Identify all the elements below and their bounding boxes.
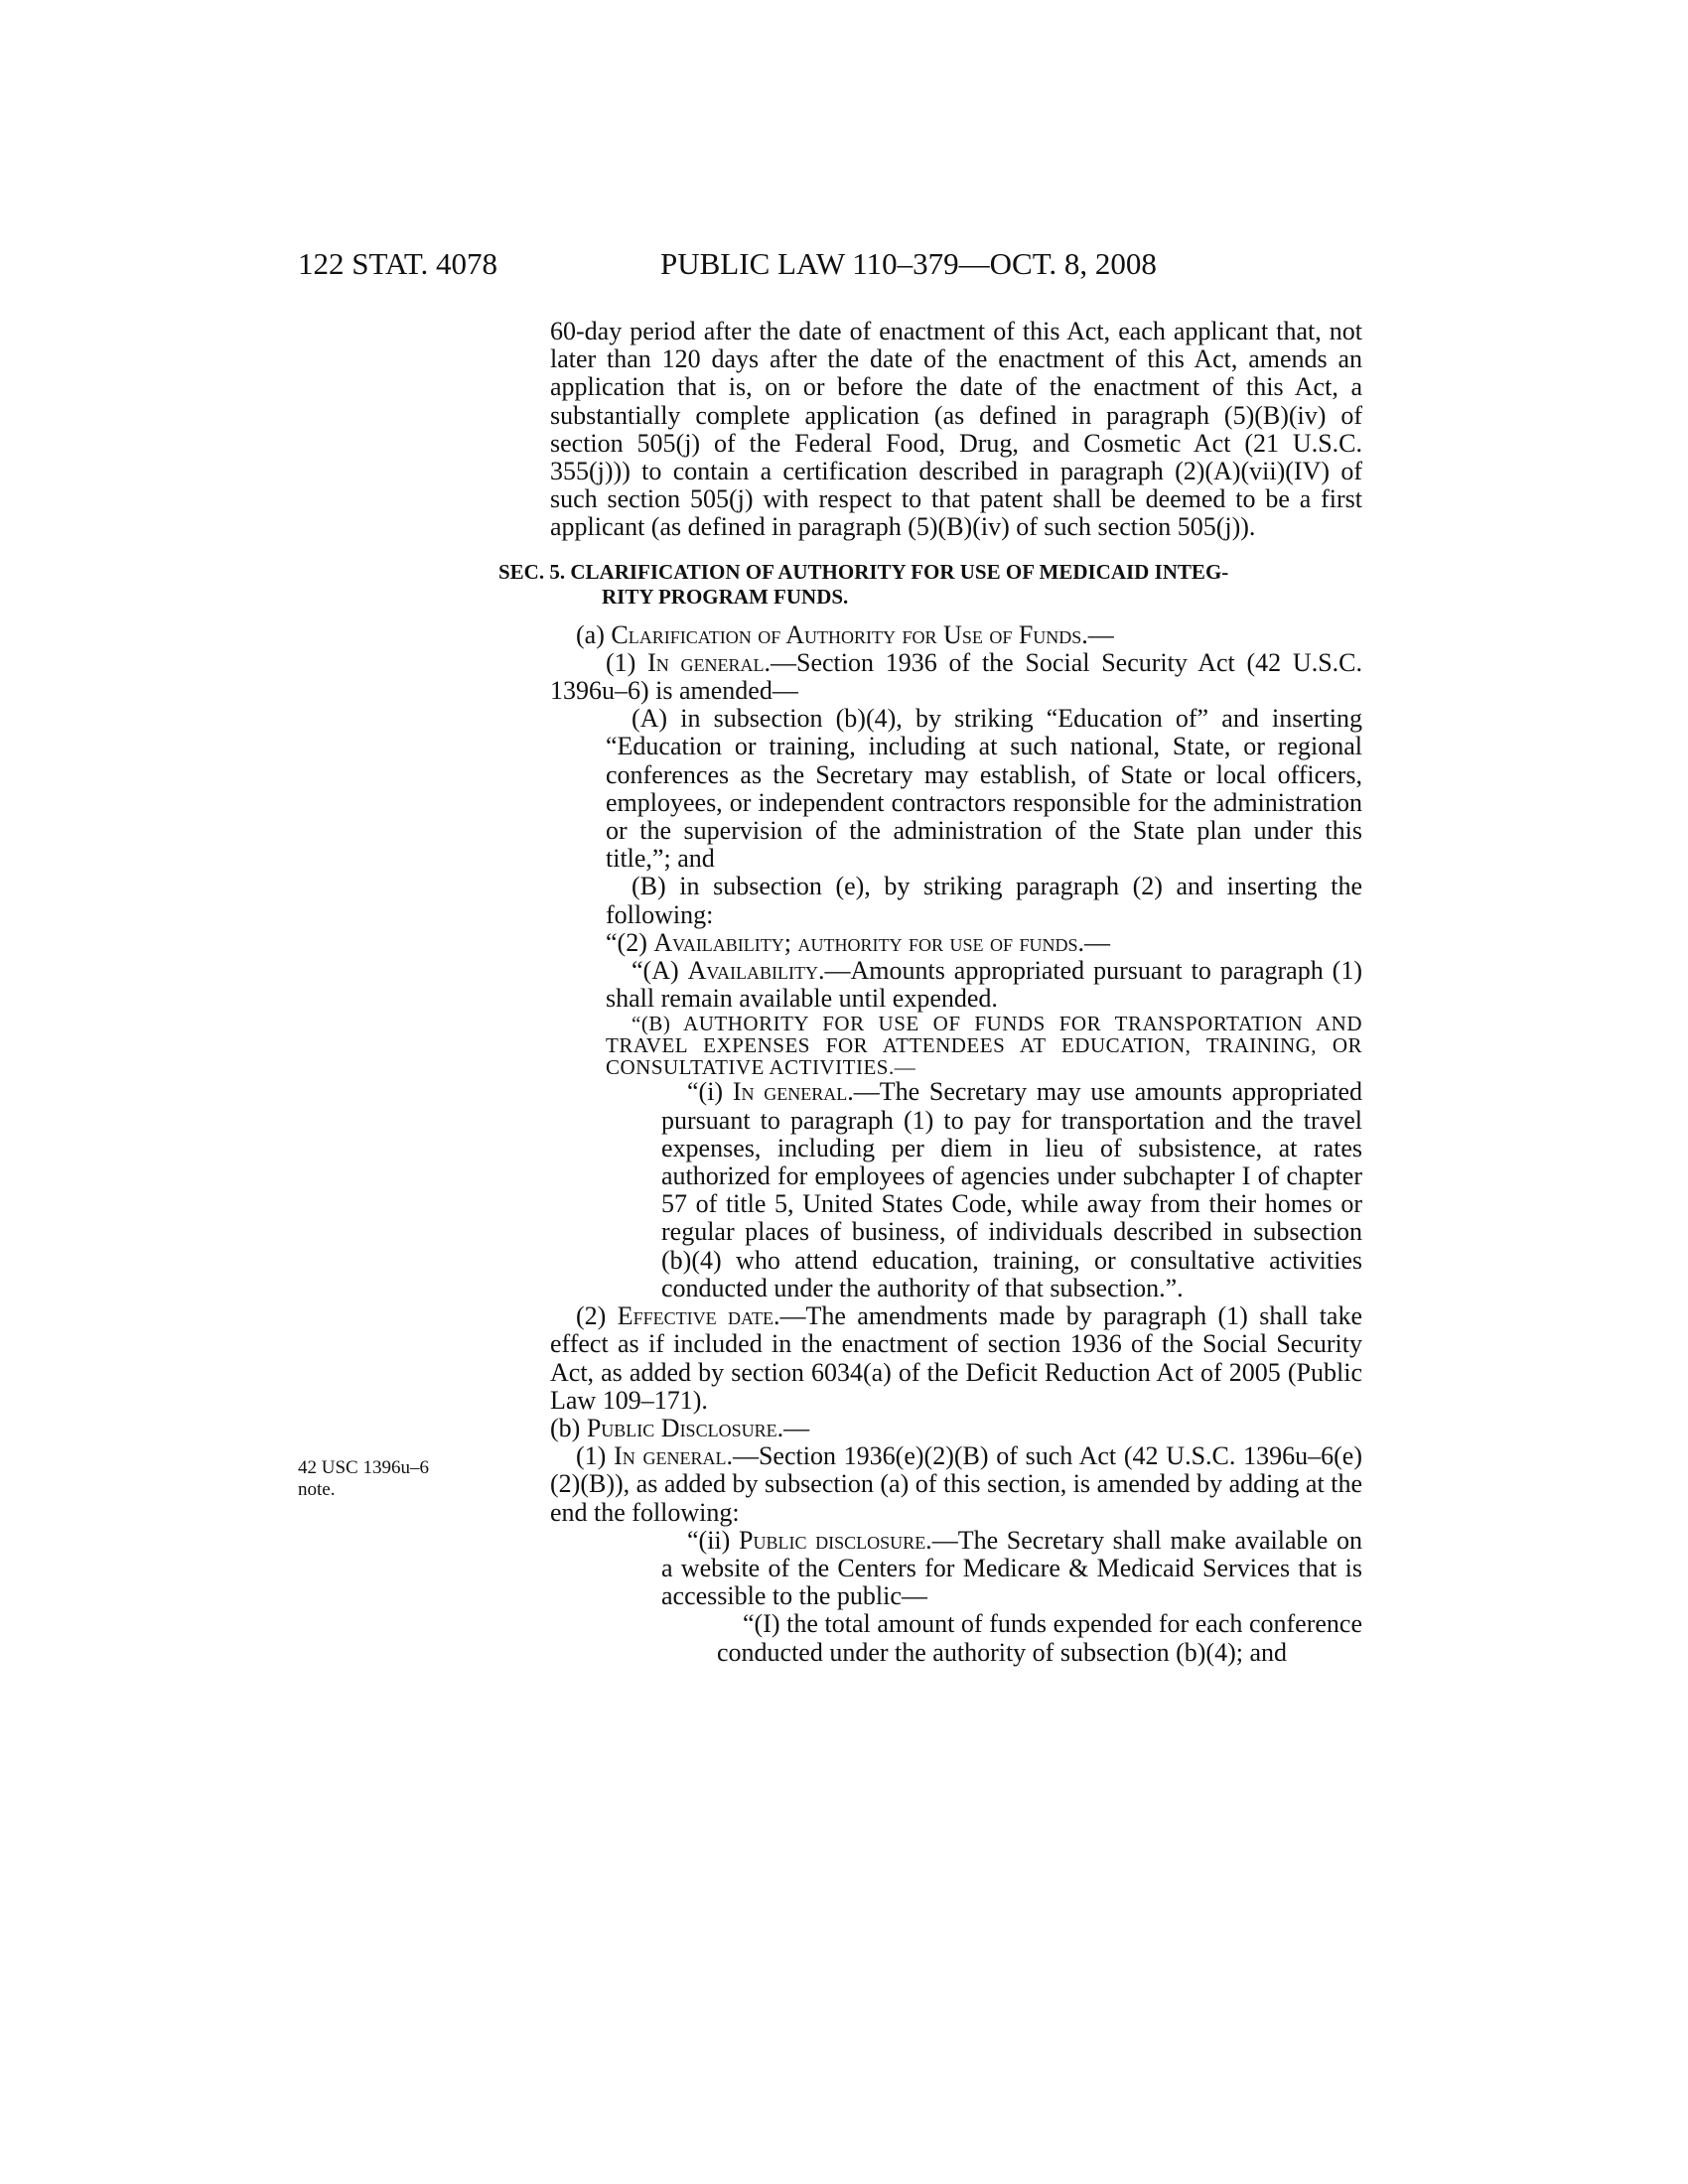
paragraph-a1-text: —Section 1936 of the Social Security Act (42 U.S.C. 1396u–6) is amended—: [550, 647, 1362, 706]
paragraph-b1-title: In general.: [614, 1441, 733, 1471]
running-header-law-title: PUBLIC LAW 110–379—OCT. 8, 2008: [660, 246, 1157, 281]
subparagraph-A: (A) in subsection (b)(4), by striking “Education of” and inserting “Education or training, including at such national, State, or regional conferences as the Secretary may establish, of State or local officers, employees, or independent contractors responsible for the administration or the supervision of the administration of the State plan under this title,”; and: [606, 704, 1362, 874]
quoted-paragraph-2-heading: [606, 929, 1362, 957]
subsection-a-heading: [550, 621, 1362, 649]
quoted-clause-ii: [661, 1527, 1362, 1611]
margin-note-usc-citation: [298, 1457, 429, 1501]
quoted-subclause-I: “(I) the total amount of funds expended for each conference conducted under the authority of subsection (b)(4); and: [717, 1609, 1362, 1667]
section-heading-line-1: SEC. 5. CLARIFICATION OF AUTHORITY FOR USE OF MEDICAID INTEG-: [498, 559, 1229, 584]
paragraph-b1: [550, 1442, 1362, 1527]
statute-page-number: 122 STAT. 4078: [298, 246, 498, 281]
paragraph-b1-text: —Section 1936(e)(2)(B) of such Act (42 U.S.C. 1396u–6(e)(2)(B)), as added by subsection (a) of this section, is amended by adding at the end the following:: [550, 1441, 1362, 1527]
quoted-clause-i-number: “(i): [687, 1077, 733, 1107]
quoted-subparagraph-A-title: Availability.: [687, 956, 825, 986]
quoted-subparagraph-A-number: “(A): [632, 956, 688, 986]
quoted-clause-ii-number: “(ii): [687, 1525, 740, 1555]
section-5-heading: [498, 560, 1362, 610]
paragraph-a2-text: —The amendments made by paragraph (1) shall take effect as if included in the enactment of section 1936 of the Social Security Act, as added by section 6034(a) of the Deficit Reduction Act of 2005 (Public Law 109–171).: [550, 1301, 1363, 1415]
subsection-a-number: (a): [576, 619, 612, 649]
quoted-clause-i-title: In general.: [732, 1077, 854, 1107]
section-heading-line-2: RITY PROGRAM FUNDS.: [602, 584, 849, 609]
paragraph-a1-number: (1): [606, 647, 648, 677]
paragraph-a2-number: (2): [576, 1301, 618, 1331]
quoted-paragraph-2-number: “(2): [606, 927, 654, 957]
subsection-a-title: Clarification of Authority for Use of Funds.—: [611, 619, 1114, 649]
paragraph-continuation: 60-day period after the date of enactment of this Act, each applicant that, not later than 120 days after the date of the enactment of this Act, amends an application that is, on or before the date of the enactment of this Act, a substantially complete application (as defined in paragraph (5)(B)(iv) of section 505(j) of the Federal Food, Drug, and Cosmetic Act (21 U.S.C. 355(j))) to contain a certification described in paragraph (2)(A)(vii)(IV) of such section 505(j) with respect to that patent shall be deemed to be a first applicant (as defined in paragraph (5)(B)(iv) of such section 505(j)).: [550, 317, 1362, 542]
subsection-b-number: (b): [550, 1413, 587, 1442]
subparagraph-B: (B) in subsection (e), by striking paragraph (2) and inserting the following:: [606, 872, 1362, 929]
quoted-clause-ii-title: Public disclosure.: [739, 1525, 932, 1555]
subsection-b-heading: [550, 1415, 1362, 1442]
quoted-subparagraph-A-text: —Amounts appropriated pursuant to paragraph (1) shall remain available until expended.: [606, 956, 1362, 1014]
subsection-b-title: Public Disclosure.—: [586, 1413, 810, 1442]
paragraph-a2-title: Effective date.: [617, 1301, 780, 1331]
paragraph-a1: [550, 649, 1362, 705]
paragraph-a1-title: In general.: [647, 647, 772, 677]
quoted-clause-i-text: —The Secretary may use amounts appropriated pursuant to paragraph (1) to pay for transportation and the travel expenses, including per diem in lieu of subsistence, at rates authorized for employees of agencies under subchapter I of chapter 57 of title 5, United States Code, while away from their homes or regular places of business, of individuals described in subsection (b)(4) who attend education, training, or consultative activities conducted under the authority of that subsection.”.: [661, 1077, 1362, 1302]
quoted-subparagraph-A: [606, 957, 1362, 1013]
quoted-paragraph-2-title: Availability; authority for use of funds.—: [653, 927, 1111, 957]
quoted-clause-i: [661, 1078, 1362, 1302]
margin-note-line: 42 USC 1396u–6: [298, 1457, 429, 1478]
paragraph-a2: [550, 1302, 1362, 1415]
margin-note-line: note.: [298, 1479, 336, 1500]
statute-body: [498, 317, 1363, 1667]
quoted-clause-ii-text: —The Secretary shall make available on a website of the Centers for Medicare & Medicaid Services that is accessible to the public—: [661, 1525, 1362, 1611]
quoted-subparagraph-B-heading: “(B) AUTHORITY FOR USE OF FUNDS FOR TRANSPORTATION AND TRAVEL EXPENSES FOR ATTENDEES AT EDUCATION, TRAINING, OR CONSULTATIVE ACTIVITIES.—: [606, 1012, 1362, 1080]
paragraph-b1-number: (1): [576, 1441, 615, 1471]
